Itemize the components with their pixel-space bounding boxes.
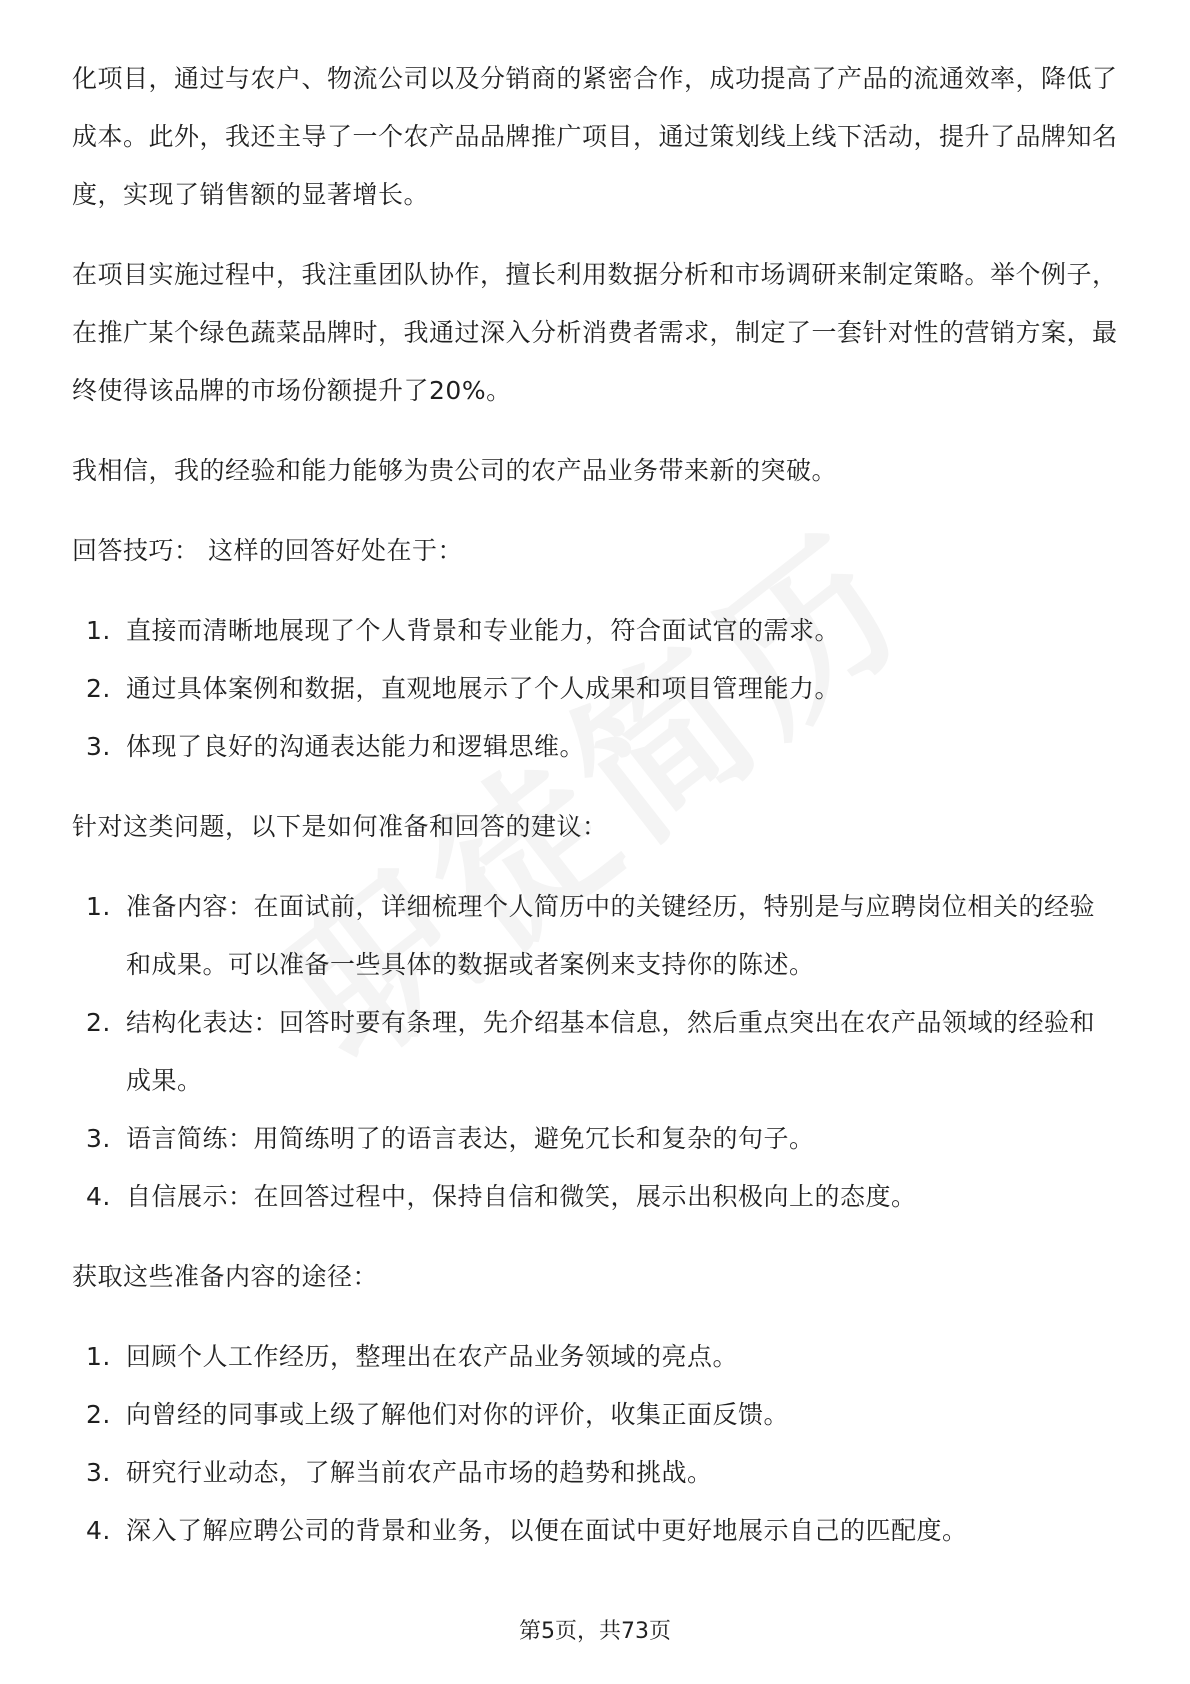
list-item: 4. 自信展示：在回答过程中，保持自信和微笑，展示出积极向上的态度。 — [86, 1182, 917, 1211]
paragraph-advice-heading: 针对这类问题，以下是如何准备和回答的建议： — [72, 812, 608, 841]
paragraph-project-experience: 化项目，通过与农户、物流公司以及分销商的紧密合作，成功提高了产品的流通效率，降低了成本。此外，我还主导了一个农产品品牌推广项目，通过策划线上线下活动，提升了品牌知名度，实现了销售额的显著增长。 — [72, 64, 1118, 209]
list-item: 3. 语言简练：用简练明了的语言表达，避免冗长和复杂的句子。 — [86, 1124, 815, 1153]
sources-list — [72, 1328, 1118, 1560]
list-item: 1. 直接而清晰地展现了个人背景和专业能力，符合面试官的需求。 — [86, 616, 841, 645]
paragraph-tips-heading: 回答技巧： 这样的回答好处在于： — [72, 536, 463, 565]
list-item: 3. 研究行业动态，了解当前农产品市场的趋势和挑战。 — [86, 1458, 713, 1487]
paragraph-sources-heading: 获取这些准备内容的途径： — [72, 1262, 379, 1291]
advice-list — [72, 878, 1118, 1226]
list-item: 3. 体现了良好的沟通表达能力和逻辑思维。 — [86, 732, 586, 761]
document-body — [72, 50, 1118, 1582]
list-item: 4. 深入了解应聘公司的背景和业务，以便在面试中更好地展示自己的匹配度。 — [86, 1516, 968, 1545]
list-item: 1. 准备内容：在面试前，详细梳理个人简历中的关键经历，特别是与应聘岗位相关的经验和成果。可以准备一些具体的数据或者案例来支持你的陈述。 — [86, 892, 1096, 979]
list-item: 1. 回顾个人工作经历，整理出在农产品业务领域的亮点。 — [86, 1342, 739, 1371]
list-item: 2. 通过具体案例和数据，直观地展示了个人成果和项目管理能力。 — [86, 674, 841, 703]
page-number: 第5页，共73页 — [519, 1619, 671, 1644]
paragraph-implementation: 在项目实施过程中，我注重团队协作，擅长利用数据分析和市场调研来制定策略。举个例子，在推广某个绿色蔬菜品牌时，我通过深入分析消费者需求，制定了一套针对性的营销方案，最终使得该品牌的市场份额提升了20%。 — [72, 260, 1118, 405]
list-item: 2. 向曾经的同事或上级了解他们对你的评价，收集正面反馈。 — [86, 1400, 790, 1429]
tips-list — [72, 602, 1118, 776]
list-item: 2. 结构化表达：回答时要有条理，先介绍基本信息，然后重点突出在农产品领域的经验和成果。 — [86, 1008, 1096, 1095]
paragraph-conclusion: 我相信，我的经验和能力能够为贵公司的农产品业务带来新的突破。 — [72, 456, 838, 485]
